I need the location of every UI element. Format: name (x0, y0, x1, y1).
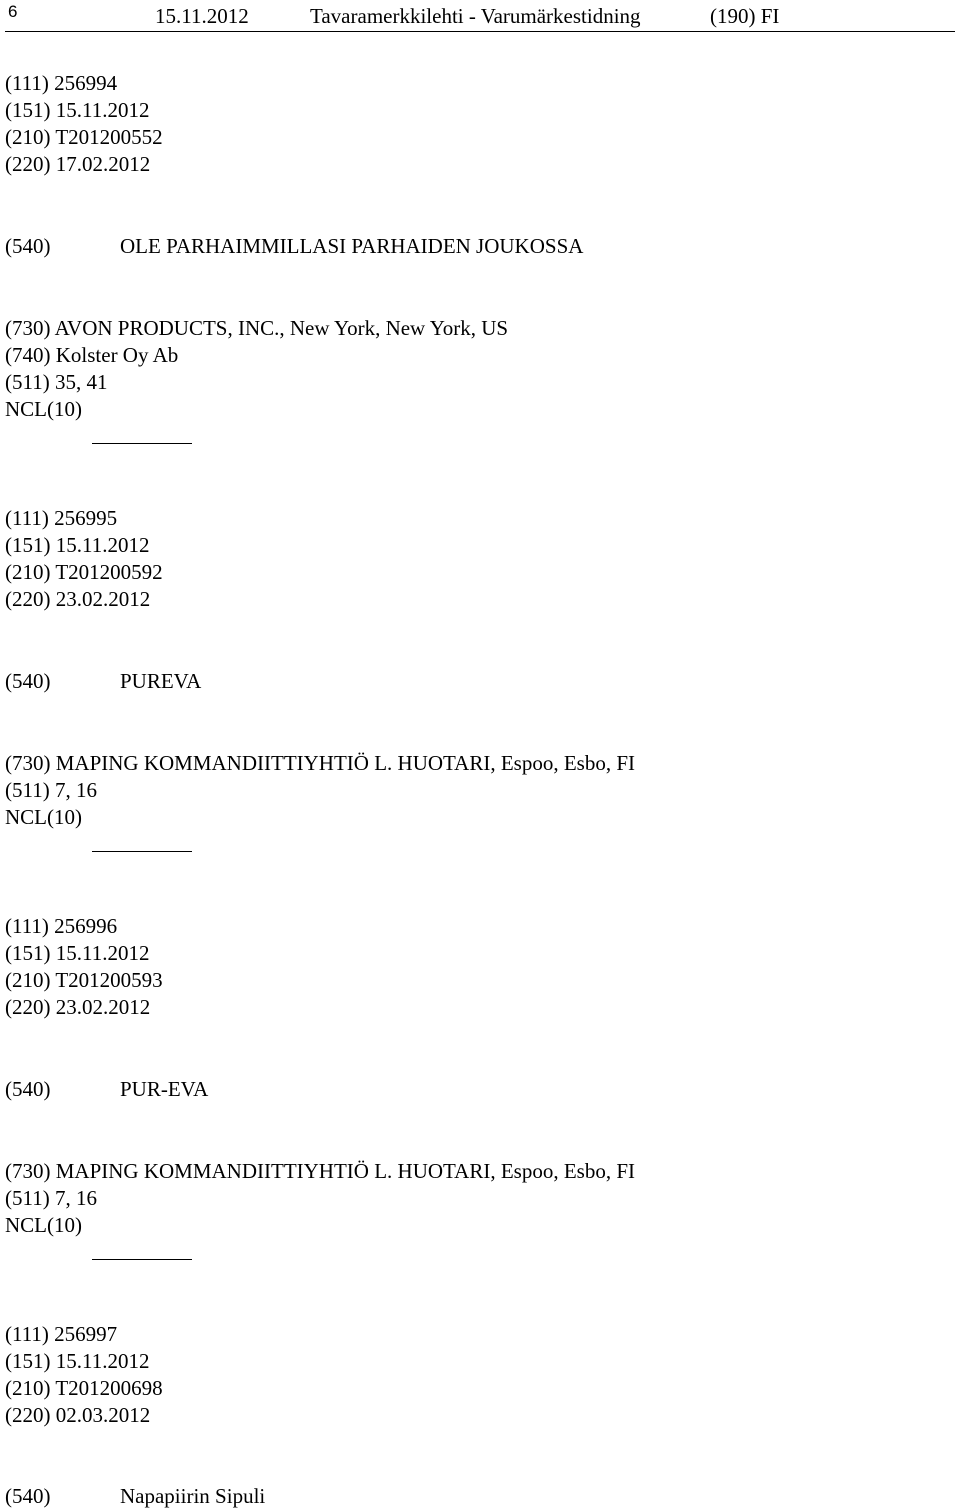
mark-text: OLE PARHAIMMILLASI PARHAIDEN JOUKOSSA (120, 234, 584, 258)
classes: (511) 35, 41 (5, 370, 108, 394)
representative: (740) Kolster Oy Ab (5, 343, 179, 367)
application-number: (210) T201200698 (5, 1376, 163, 1400)
registration-number: (111) 256996 (5, 914, 118, 938)
classification-edition: NCL(10) (5, 1213, 82, 1237)
mark-code: (540) (5, 1077, 51, 1101)
registration-date: (151) 15.11.2012 (5, 941, 150, 965)
mark-text: PUR-EVA (120, 1077, 209, 1101)
application-number: (210) T201200593 (5, 968, 163, 992)
registration-date: (151) 15.11.2012 (5, 98, 150, 122)
mark-text: PUREVA (120, 669, 202, 693)
entry-separator (92, 443, 192, 444)
entry-separator (92, 1259, 192, 1260)
filing-date: (220) 23.02.2012 (5, 587, 151, 611)
mark-code: (540) (5, 1484, 51, 1508)
application-number: (210) T201200592 (5, 560, 163, 584)
registration-date: (151) 15.11.2012 (5, 1349, 150, 1373)
filing-date: (220) 17.02.2012 (5, 152, 151, 176)
classification-edition: NCL(10) (5, 805, 82, 829)
holder: (730) MAPING KOMMANDIITTIYHTIÖ L. HUOTARI, Espoo, Esbo, FI (5, 751, 636, 775)
registration-date: (151) 15.11.2012 (5, 533, 150, 557)
registration-number: (111) 256995 (5, 506, 118, 530)
mark-code: (540) (5, 669, 51, 693)
mark-text: Napapiirin Sipuli (120, 1484, 266, 1508)
holder: (730) MAPING KOMMANDIITTIYHTIÖ L. HUOTARI, Espoo, Esbo, FI (5, 1159, 636, 1183)
mark-code: (540) (5, 234, 51, 258)
filing-date: (220) 23.02.2012 (5, 995, 151, 1019)
page-number: 6 (8, 2, 18, 21)
classification-edition: NCL(10) (5, 397, 82, 421)
entry-separator (92, 851, 192, 852)
header-rule (5, 31, 955, 32)
registration-number: (111) 256997 (5, 1322, 118, 1346)
holder: (730) AVON PRODUCTS, INC., New York, New York, US (5, 316, 509, 340)
application-number: (210) T201200552 (5, 125, 163, 149)
filing-date: (220) 02.03.2012 (5, 1403, 151, 1427)
header-date: 15.11.2012 (155, 4, 249, 28)
header-country: (190) FI (710, 4, 780, 28)
classes: (511) 7, 16 (5, 1186, 97, 1210)
registration-number: (111) 256994 (5, 71, 118, 95)
publication-title: Tavaramerkkilehti - Varumärkestidning (310, 4, 641, 28)
classes: (511) 7, 16 (5, 778, 97, 802)
